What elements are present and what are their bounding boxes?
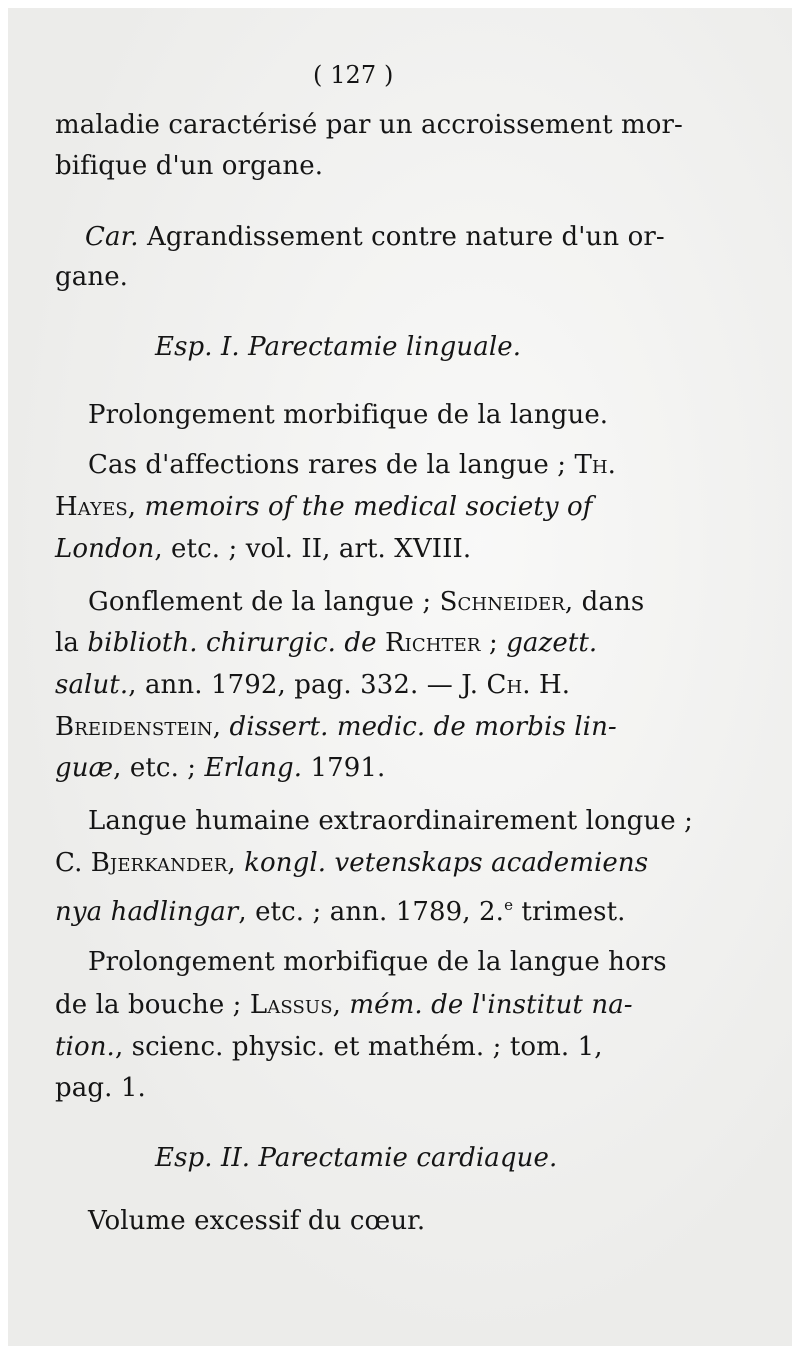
work-title: salut. <box>55 670 129 700</box>
citation-text: Cas d'affections rares de la langue ; <box>88 450 567 480</box>
work-title: tion. <box>55 1032 115 1062</box>
citation-line: Langue humaine extraordinairement longue ; <box>88 806 693 836</box>
work-title: biblioth. chirurgic. de <box>87 628 377 658</box>
species-name: Parectamie linguale. <box>248 332 522 362</box>
citation-text: , scienc. physic. et mathém. ; tom. 1, <box>114 1032 603 1062</box>
citation-text: trimest. <box>521 897 626 927</box>
superscript: e <box>504 896 514 914</box>
citation-text: , ann. 1792, pag. 332. — J. <box>128 670 479 700</box>
citation-text: Gonflement de la langue ; <box>88 587 432 617</box>
citation-line <box>55 751 385 785</box>
citation-line <box>55 988 633 1022</box>
text-line: gane. <box>55 262 129 292</box>
citation-line <box>88 448 616 482</box>
work-title: guæ <box>55 753 114 783</box>
citation-line <box>55 1030 603 1064</box>
citation-line <box>55 668 570 702</box>
separator: , <box>212 712 222 742</box>
species-label: Esp. I. <box>155 332 240 362</box>
page-number: ( 127 ) <box>313 61 394 89</box>
separator: , <box>227 848 236 878</box>
citation-text: 1791. <box>310 753 386 783</box>
definition-line: Prolongement morbifique de la langue. <box>88 400 609 430</box>
species-heading-1 <box>155 330 521 364</box>
citation-line <box>55 532 471 566</box>
work-title: kongl. vetenskaps academiens <box>244 848 649 878</box>
species-name: Parectamie cardiaque. <box>258 1143 558 1173</box>
work-title: mém. de l'institut na- <box>349 990 633 1020</box>
work-title: nya hadlingar <box>55 897 239 927</box>
author-name: Th. <box>574 450 617 480</box>
author-name: Ch. H. <box>486 670 571 700</box>
citation-text: , etc. ; ann. 1789, 2. <box>238 897 505 927</box>
text-line: maladie caractérisé par un accroissement mor- <box>55 110 683 140</box>
work-title: dissert. medic. de morbis lin- <box>229 712 617 742</box>
author-name: C. Bjerkander <box>55 848 228 878</box>
character-text: Agrandissement contre nature d'un or- <box>147 222 665 252</box>
citation-line <box>55 626 597 660</box>
author-name: Lassus <box>249 990 333 1020</box>
author-name: Hayes <box>55 492 128 522</box>
definition-line: Volume excessif du cœur. <box>88 1206 426 1236</box>
work-title: gazett. <box>506 628 598 658</box>
citation-text: , etc. ; vol. II, art. XVIII. <box>154 534 472 564</box>
citation-text: , dans <box>564 587 645 617</box>
citation-line: Prolongement morbifique de la langue hors <box>88 947 667 977</box>
place-name: Erlang. <box>204 753 303 783</box>
work-title: London <box>55 534 155 564</box>
book-page <box>8 8 792 1346</box>
author-name: Richter <box>385 628 481 658</box>
separator: , <box>332 990 342 1020</box>
species-heading-2 <box>155 1141 557 1175</box>
citation-text: de la bouche ; <box>55 990 242 1020</box>
citation-line <box>55 710 617 744</box>
citation-line: Hayes, memoirs of the medical society of <box>55 492 593 522</box>
citation-text: , etc. ; <box>113 753 197 783</box>
citation-text: la <box>55 628 80 658</box>
text-line: bifique d'un organe. <box>55 151 324 181</box>
species-label: Esp. II. <box>155 1143 251 1173</box>
work-title: memoirs of the medical society of <box>144 492 593 522</box>
character-line <box>85 220 665 254</box>
character-label: Car. <box>85 222 139 252</box>
citation-line <box>55 846 648 880</box>
author-name: Breidenstein <box>55 712 213 742</box>
author-name: Schneider <box>439 587 565 617</box>
citation-line: pag. 1. <box>55 1073 146 1103</box>
citation-line <box>55 888 626 929</box>
citation-line <box>88 585 644 619</box>
separator: ; <box>488 628 498 658</box>
